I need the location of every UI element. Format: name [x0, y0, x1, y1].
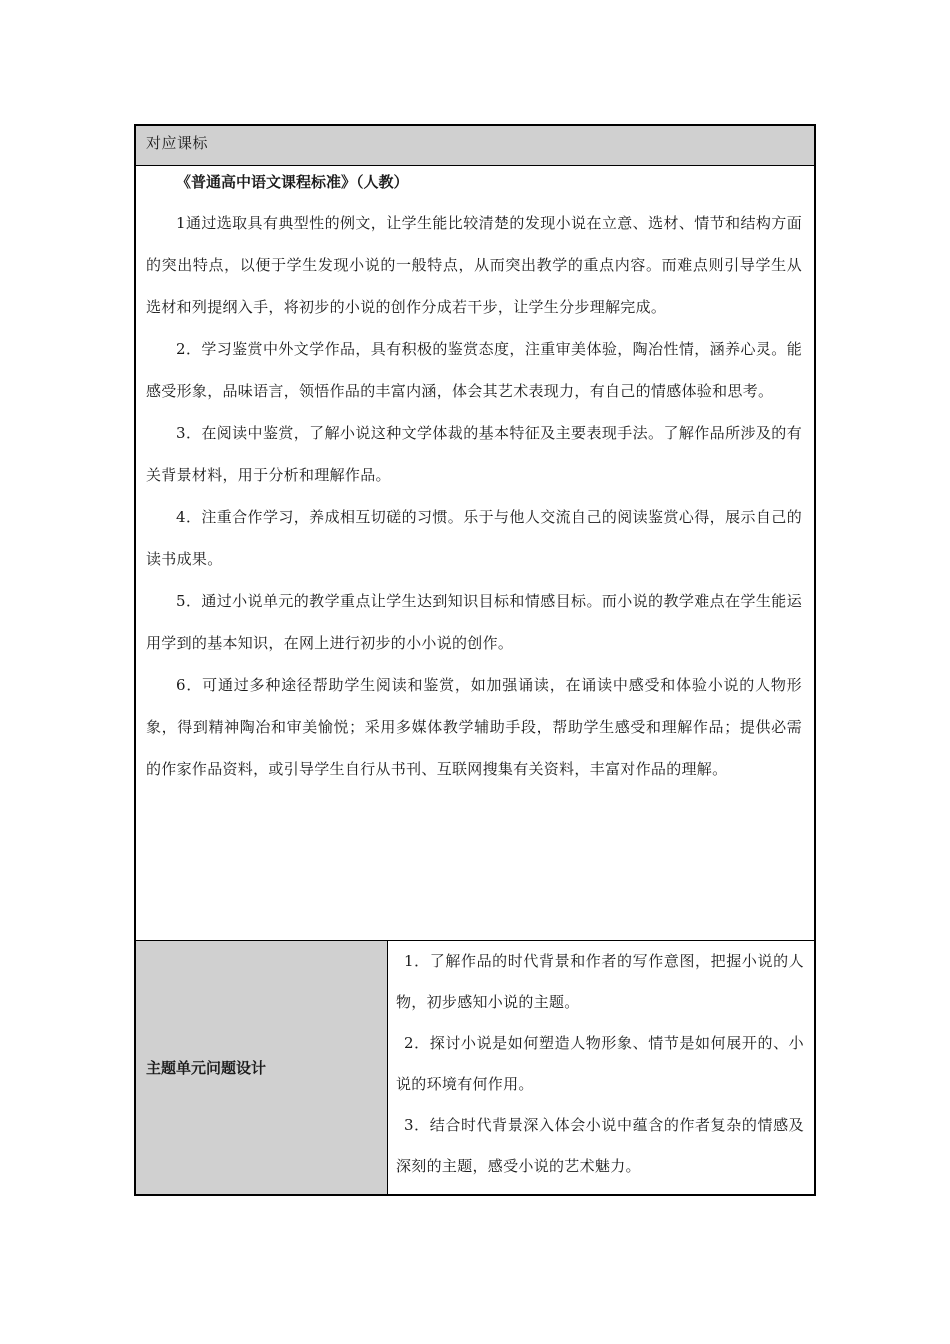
issue-design-content-cell	[388, 941, 814, 1194]
standard-paragraph-1: 1通过选取具有典型性的例文，让学生能比较清楚的发现小说在立意、选材、情节和结构方面的突出特点，以便于学生发现小说的一般特点，从而突出教学的重点内容。而难点则引导学生从选材和列提纲入手，将初步的小说的创作分成若干步，让学生分步理解完成。	[146, 214, 802, 316]
issue-item-2: 2．探讨小说是如何塑造人物形象、情节是如何展开的、小说的环境有何作用。	[396, 1034, 804, 1093]
standard-paragraph-6: 6．可通过多种途径帮助学生阅读和鉴赏，如加强诵读，在诵读中感受和体验小说的人物形象，得到精神陶冶和审美愉悦；采用多媒体教学辅助手段，帮助学生感受和理解作品；提供必需的作家作品资料，或引导学生自行从书刊、互联网搜集有关资料，丰富对作品的理解。	[146, 676, 802, 778]
standard-header-cell	[136, 126, 814, 166]
standard-paragraph-2: 2．学习鉴赏中外文学作品，具有积极的鉴赏态度，注重审美体验，陶冶性情，涵养心灵。能感受形象，品味语言，领悟作品的丰富内涵，体会其艺术表现力，有自己的情感体验和思考。	[146, 340, 802, 400]
curriculum-table	[134, 124, 816, 1196]
issue-item-1: 1．了解作品的时代背景和作者的写作意图，把握小说的人物，初步感知小说的主题。	[396, 952, 804, 1011]
standard-paragraph-5: 5．通过小说单元的教学重点让学生达到知识目标和情感目标。而小说的教学难点在学生能运用学到的基本知识，在网上进行初步的小小说的创作。	[146, 592, 802, 652]
standard-title: 《普通高中语文课程标准》（人教）	[176, 173, 409, 191]
standard-paragraph-4: 4．注重合作学习，养成相互切磋的习惯。乐于与他人交流自己的阅读鉴赏心得，展示自己的读书成果。	[146, 508, 802, 568]
issue-design-label-cell	[136, 941, 388, 1194]
standard-header-label: 对应课标	[146, 134, 209, 152]
issue-design-row	[136, 941, 814, 1194]
standard-content-cell	[136, 166, 814, 941]
issue-design-label: 主题单元问题设计	[146, 1059, 267, 1077]
issue-item-3: 3．结合时代背景深入体会小说中蕴含的作者复杂的情感及深刻的主题，感受小说的艺术魅力。	[396, 1116, 804, 1175]
standard-paragraph-3: 3．在阅读中鉴赏，了解小说这种文学体裁的基本特征及主要表现手法。了解作品所涉及的有关背景材料，用于分析和理解作品。	[146, 424, 802, 484]
